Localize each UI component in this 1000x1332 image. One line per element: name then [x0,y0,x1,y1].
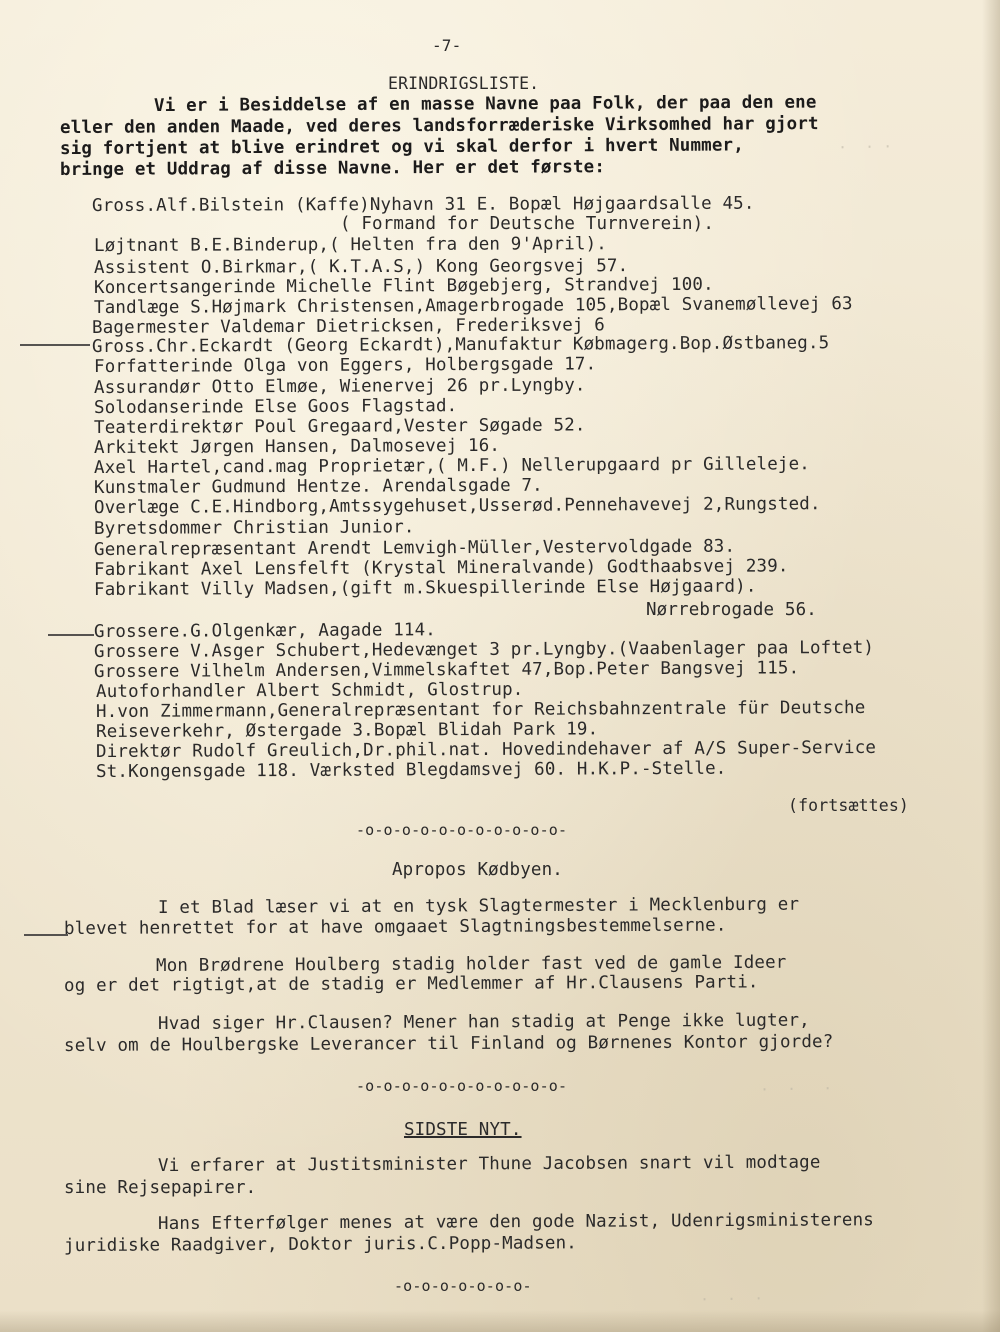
intro-line: Vi er i Besiddelse af en masse Navne paa Folk, der paa den ene [153,92,817,116]
list-entry: Generalrepræsentant Arendt Lemvigh-Müller,Vestervoldgade 83. [93,536,736,560]
list-entry: Fabrikant Axel Lensfelft (Krystal Mineralvande) Godthaabsvej 239. [93,556,789,580]
list-entry: Byretsdommer Christian Junior. [93,517,415,539]
list-entry: Autoforhandler Albert Schmidt, Glostrup. [95,679,524,702]
list-entry: Reiseverkehr, Østergade 3.Bopæl Blidah Park 19. [95,719,599,742]
paragraph-line: blevet henrettet for at have omgaaet Slagtningsbestemmelserne. [63,915,727,939]
page-number: -7- [432,36,462,55]
list-entry: ( Formand for Deutsche Turnverein). [340,214,715,234]
list-entry: Gross.Chr.Eckardt (Georg Eckardt),Manufaktur Købmagerg.Bop.Østbaneg.5 [91,333,830,357]
page-edge-shadow [982,0,1000,1332]
bleed-through-mark: · · · [699,1289,764,1309]
paragraph-line: Vi erfarer at Justitsminister Thune Jacobsen snart vil modtage [157,1152,821,1176]
paragraph-line: juridiske Raadgiver, Doktor juris.C.Popp-Madsen. [63,1233,577,1256]
paragraph-line: Hans Efterfølger menes at være den gode Nazist, Udenrigsministerens [157,1210,875,1234]
list-entry: Axel Hartel,cand.mag Proprietær,( M.F.) Nellerupgaard pr Gilleleje. [93,454,811,478]
list-entry: Grossere.G.Olgenkær, Aagade 114. [93,620,437,642]
section-title-erindringsliste: ERINDRIGSLISTE. [388,74,540,93]
list-entry: Koncertsangerinde Michelle Flint Bøgebjerg, Strandvej 100. [93,274,714,298]
list-entry: Tandlæge S.Højmark Christensen,Amagerbrogade 105,Bopæl Svanemøllevej 63 [93,294,853,318]
page-bottom-shadow [0,1310,1000,1332]
paragraph-line: Hvad siger Hr.Clausen? Mener han stadig at Penge ikke lugter, [157,1010,810,1034]
list-entry: Direktør Rudolf Greulich,Dr.phil.nat. Hovedindehaver af A/S Super-Service [95,737,877,762]
intro-line: eller den anden Maade, ved deres landsforræderiske Virksomhed har gjort [59,114,819,138]
paragraph-line: og er det rigtigt,at de stadig er Medlemmer af Hr.Clausens Parti. [63,972,759,996]
list-entry: Forfatterinde Olga von Eggers, Holbergsgade 17. [93,354,597,377]
list-entry: Gross.Alf.Bilstein (Kaffe)Nyhavn 31 E. Bopæl Højgaardsalle 45. [91,193,755,216]
section-title-sidste-nyt: SIDSTE NYT. [404,1120,522,1140]
list-entry: Solodanserinde Else Goos Flagstad. [93,396,458,418]
paragraph-line: selv om de Houlbergske Leverancer til Finland og Børnenes Kontor gjorde? [63,1031,834,1056]
list-entry: Kunstmaler Gudmund Hentze. Arendalsgade 7. [93,475,543,498]
margin-pencil-mark [24,934,68,936]
list-entry: Overlæge C.E.Hindborg,Amtssygehuset,Usserød.Pennehavevej 2,Rungsted. [93,494,821,518]
list-entry: St.Kongensgade 118. Værksted Blegdamsvej 60. H.K.P.-Stelle. [95,758,727,782]
margin-pencil-mark [20,344,90,346]
end-divider: -o-o-o-o-o-o-o- [394,1277,532,1295]
list-entry: Arkitekt Jørgen Hansen, Dalmosevej 16. [93,435,501,458]
list-entry: Fabrikant Villy Madsen,(gift m.Skuespillerinde Else Højgaard). [93,576,757,600]
bleed-through-mark: · · · [837,137,893,157]
list-entry: Løjtnant B.E.Binderup,( Helten fra den 9'April). [93,234,607,256]
list-entry: Assurandør Otto Elmøe, Wienervej 26 pr.Lyngby. [93,375,586,398]
list-entry: Bagermester Valdemar Dietricksen, Frederiksvej 6 [91,315,605,338]
section-title-apropos: Apropos Kødbyen. [392,860,563,880]
paragraph-line: I et Blad læser vi at en tysk Slagtermester i Mecklenburg er [157,894,800,918]
intro-line: bringe et Uddrag af disse Navne. Her er det første: [59,157,606,180]
bleed-through-mark: · · · [759,1079,833,1099]
list-entry: Grossere V.Asger Schubert,Hedevænget 3 pr.Lyngby.(Vaabenlager paa Loftet) [93,637,875,662]
section-divider: -o-o-o-o-o-o-o-o-o-o-o- [356,821,568,839]
list-entry: Teaterdirektør Poul Gregaard,Vester Søgade 52. [93,415,586,438]
paragraph-line: Mon Brødrene Houlberg stadig holder fast ved de gamle Ideer [155,952,787,976]
list-entry: Grossere Vilhelm Andersen,Vimmelskaftet 47,Bop.Peter Bangsvej 115. [93,658,800,682]
list-entry: H.von Zimmermann,Generalrepræsentant for Reichsbahnzentrale für Deutsche [95,697,866,722]
intro-line: sig fortjent at blive erindret og vi skal derfor i hvert Nummer, [59,135,744,159]
continued-note: (fortsættes) [788,796,910,815]
list-entry: Nørrebrogade 56. [646,600,817,620]
paragraph-line: sine Rejsepapirer. [64,1178,257,1198]
margin-pencil-mark [48,634,94,636]
list-entry: Assistent O.Birkmar,( K.T.A.S,) Kong Georgsvej 57. [93,256,629,278]
section-divider: -o-o-o-o-o-o-o-o-o-o-o- [356,1077,568,1095]
